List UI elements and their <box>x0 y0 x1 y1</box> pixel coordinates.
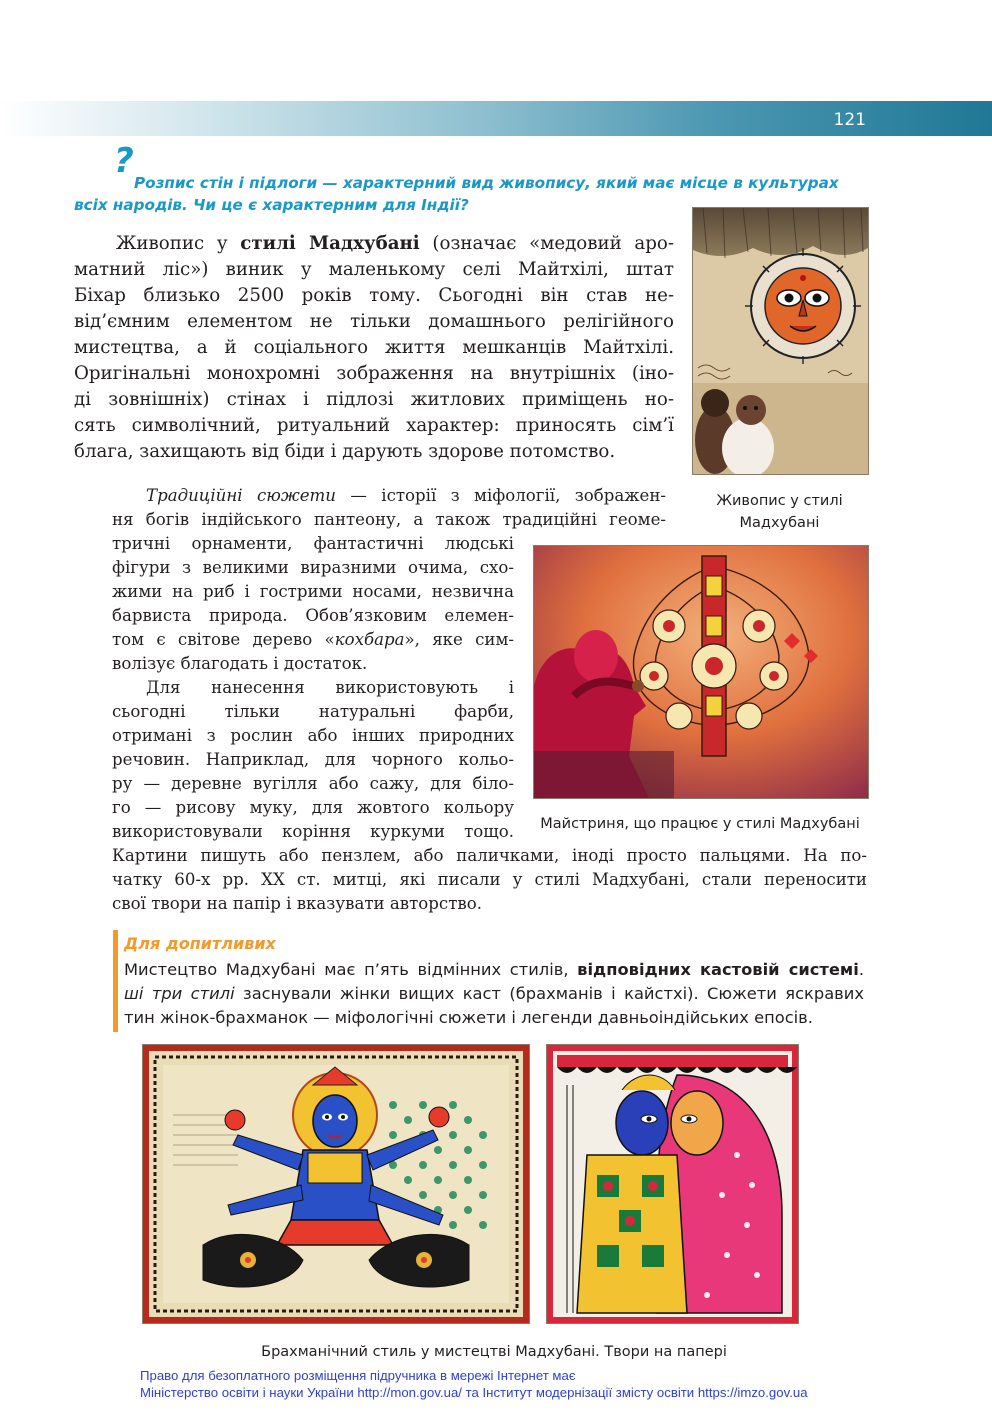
painting-couple <box>546 1044 799 1324</box>
text-line: тричні орнаменти, фантастичні людські <box>112 534 514 553</box>
text-line: барвиста природа. Обов’язковим елемен- <box>112 606 514 625</box>
curious-line-2: ші три стилі заснували жінки вищих каст (брахманів і кайстхі). Сюжети яскравих <box>124 984 864 1003</box>
question-mark-icon: ? <box>114 141 134 181</box>
curious-title: Для допитливих <box>124 934 276 953</box>
photo-1-caption: Живопис у стилі Мадхубані <box>716 493 843 531</box>
footer-line-1: Право для безоплатного розміщення підручника в мережі Інтернет має <box>140 1368 576 1383</box>
page-number: 121 <box>833 110 866 130</box>
photo-woman-painting <box>533 545 869 799</box>
text-line: ня богів індійського пантеону, а також традиційні геоме- <box>112 510 666 529</box>
text-line: мистецтва, а й соціального життя мешканців Майтхілі. <box>74 337 674 358</box>
text-line: отримані з рослин або інших природних <box>112 726 514 745</box>
text-line: сьогодні тільки натуральні фарби, <box>112 702 514 721</box>
bottom-caption: Брахманічний стиль у мистецтві Мадхубані. Твори на папері <box>261 1344 727 1360</box>
footer-line-2: Міністерство освіти і науки України http://mon.gov.ua/ та Інститут модернізації змісту освіти https://imzo.gov.ua <box>140 1385 808 1400</box>
text-line: використовували коріння куркуми тощо. <box>112 822 514 841</box>
text-line: волізує благодать і достаток. <box>112 654 368 673</box>
text-line: фігури з великими виразними очима, схо- <box>112 558 514 577</box>
wall-painting-illustration <box>693 208 868 474</box>
question-line-2: всіх народів. Чи це є характерним для Індії? <box>74 196 469 214</box>
text-line: Оригінальні монохромні зображення на внутрішніх (іно- <box>74 363 674 384</box>
text-line: чатку 60-х рр. ХХ ст. митці, які писали у стилі Мадхубані, стали переносити <box>112 870 867 889</box>
text-line: Для нанесення використовують і <box>146 678 514 697</box>
curious-line-1: Мистецтво Мадхубані має п’ять відмінних стилів, відповідних кастовій системі. <box>124 960 864 979</box>
photo-2-caption: Майстриня, що працює у стилі Мадхубані <box>540 816 860 832</box>
text-line: речовин. Наприклад, для чорного кольо- <box>112 750 514 769</box>
text-line: ді зовнішніх) стінах і підлозі житлових приміщень но- <box>74 389 674 410</box>
question-line-1: Розпис стін і підлоги — характерний вид живопису, який має місце в культурах <box>134 174 839 192</box>
curious-accent-bar <box>113 930 118 1032</box>
text-line: Живопис у стилі Мадхубані (означає «медовий аро- <box>116 233 674 254</box>
term-kohbara: кохбара <box>334 630 405 649</box>
text-line: ру — деревне вугілля або сажу, для біло- <box>112 774 514 793</box>
text-line: жими на риб і гострими носами, незвична <box>112 582 514 601</box>
term-traditional-subjects: Традиційні сюжети <box>146 486 336 505</box>
text-line: від’ємним елементом не тільки домашнього релігійного <box>74 311 674 332</box>
text-line: блага, захищають від біди і дарують здорове потомство. <box>74 441 616 462</box>
couple-illustration <box>547 1045 798 1323</box>
curious-line-3: тин жінок-брахманок — міфологічні сюжети і легенди давньоіндійських епосів. <box>124 1008 813 1027</box>
text-line: сять символічний, ритуальний характер: приносять сім’ї <box>74 415 674 436</box>
text-line: Біхар близько 2500 років тому. Сьогодні він став не- <box>74 285 674 306</box>
blue-deity-illustration <box>143 1045 529 1323</box>
text-line: свої твори на папір і вказувати авторство. <box>112 894 482 913</box>
text-line: го — рисову муку, для жовтого кольору <box>112 798 514 817</box>
term-caste-system: відповідних кастовій системі <box>577 960 859 979</box>
woman-painting-illustration <box>534 546 868 798</box>
text-line: Картини пишуть або пензлем, або паличками, іноді просто пальцями. На по- <box>112 846 867 865</box>
photo-madhubani-wall <box>692 207 869 475</box>
header-band <box>0 101 992 136</box>
text-line: Традиційні сюжети — історії з міфології, зображен- <box>146 486 666 505</box>
term-madhubani-style: стилі Мадхубані <box>240 233 420 254</box>
text-line: матний ліс») виник у маленькому селі Майтхілі, штат <box>74 259 674 280</box>
painting-blue-deity <box>142 1044 530 1324</box>
text-line: том є світове дерево «кохбара», яке сим- <box>112 630 514 649</box>
